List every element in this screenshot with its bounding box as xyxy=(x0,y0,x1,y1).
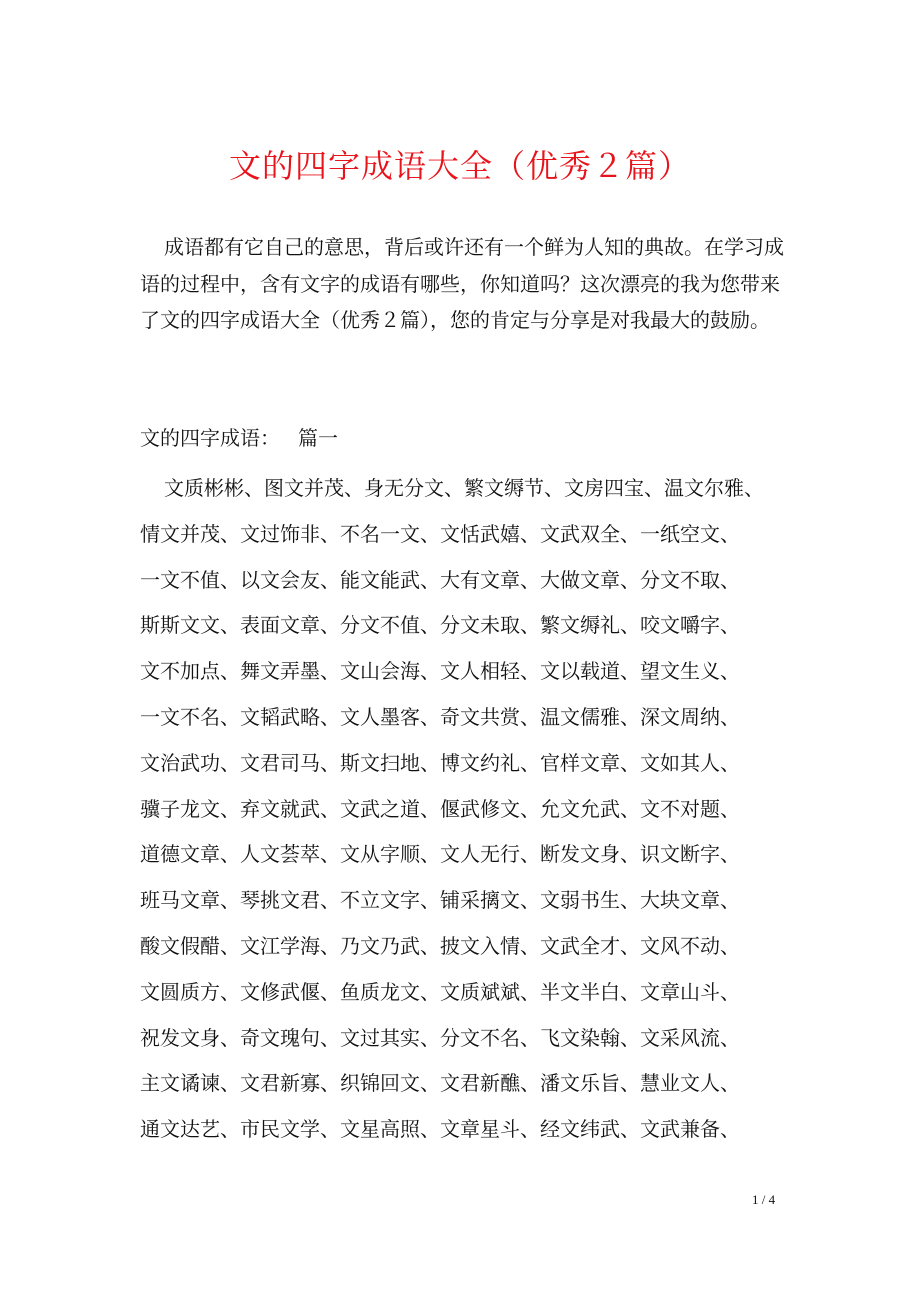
idiom-row: 情文并茂、文过饰非、不名一文、文恬武嬉、文武双全、一纸空文、 xyxy=(140,521,740,546)
idiom-row: 斯斯文文、表面文章、分文不值、分文未取、繁文缛礼、咬文嚼字、 xyxy=(140,613,740,638)
idiom-row: 文治武功、文君司马、斯文扫地、博文约礼、官样文章、文如其人、 xyxy=(140,750,740,775)
idiom-row: 班马文章、琴挑文君、不立文字、铺采摛文、文弱书生、大块文章、 xyxy=(140,888,740,913)
page-number: 1 / 4 xyxy=(752,1192,776,1207)
idiom-row: 道德文章、人文荟萃、文从字顺、文人无行、断发文身、识文断字、 xyxy=(140,842,740,867)
idiom-row: 主文谲谏、文君新寡、织锦回文、文君新醮、潘文乐旨、慧业文人、 xyxy=(140,1071,740,1096)
idiom-row: 通文达艺、市民文学、文星高照、文章星斗、经文纬武、文武兼备、 xyxy=(140,1117,740,1142)
section-heading xyxy=(140,420,338,456)
intro-paragraph: 成语都有它自己的意思，背后或许还有一个鲜为人知的典故。在学习成语的过程中，含有文字的成语有哪些，你知道吗？这次漂亮的我为您带来了文的四字成语大全（优秀２篇），您的肯定与分享是对我最大的鼓励。 xyxy=(140,235,784,332)
idiom-row: 酸文假醋、文江学海、乃文乃武、披文入情、文武全才、文风不动、 xyxy=(140,933,740,958)
idiom-list xyxy=(140,466,800,1153)
document-title: 文的四字成语大全（优秀２篇） xyxy=(228,147,691,185)
idiom-row: 祝发文身、奇文瑰句、文过其实、分文不名、飞文染翰、文采风流、 xyxy=(140,1025,740,1050)
idiom-row: 一文不名、文韬武略、文人墨客、奇文共赏、温文儒雅、深文周纳、 xyxy=(140,704,740,729)
idiom-row: 骥子龙文、弃文就武、文武之道、偃武修文、允文允武、文不对题、 xyxy=(140,796,740,821)
section-label: 文的四字成语： xyxy=(140,426,280,450)
section-part: 篇一 xyxy=(298,426,338,450)
idiom-row: 一文不值、以文会友、能文能武、大有文章、大做文章、分文不取、 xyxy=(140,567,740,592)
idiom-row: 文圆质方、文修武偃、鱼质龙文、文质斌斌、半文半白、文章山斗、 xyxy=(140,979,740,1004)
idiom-row: 文不加点、舞文弄墨、文山会海、文人相轻、文以载道、望文生义、 xyxy=(140,659,740,684)
idiom-row: 文质彬彬、图文并茂、身无分文、繁文缛节、文房四宝、温文尔雅、 xyxy=(164,476,764,500)
